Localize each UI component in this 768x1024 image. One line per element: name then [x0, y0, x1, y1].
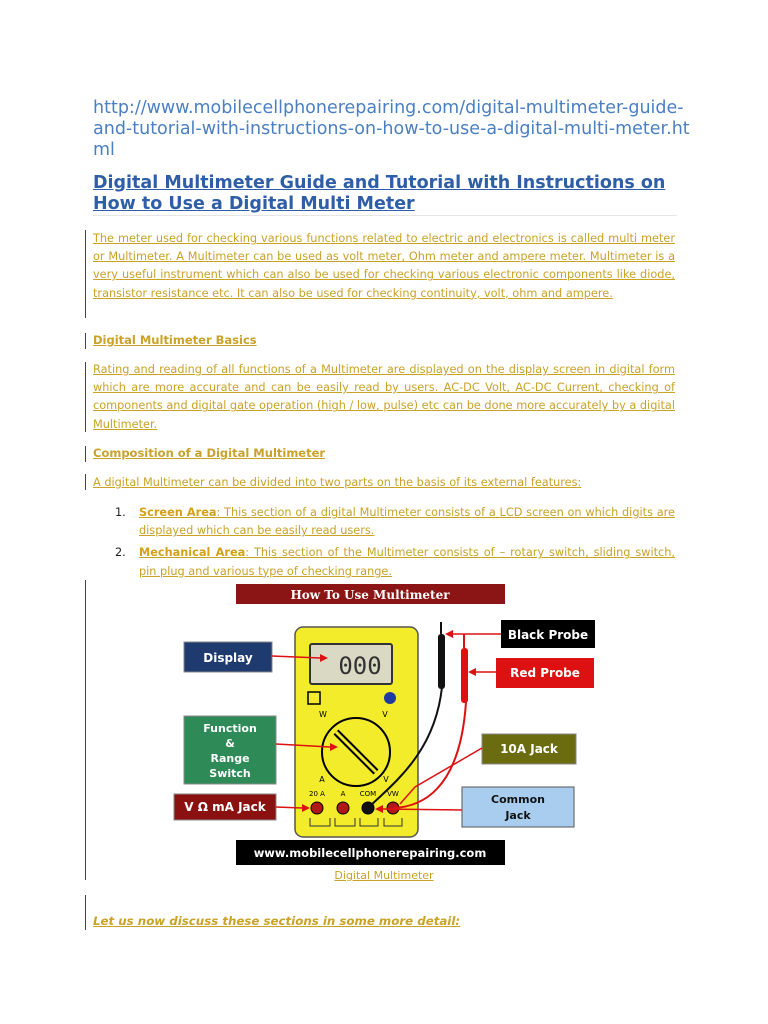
- list-item-text[interactable]: : This section of the Multimeter consists of – rotary switch, sliding switch, pin plug and various type of checking range.: [139, 546, 675, 578]
- function-label-4: Switch: [209, 767, 251, 780]
- figure-caption[interactable]: Digital Multimeter: [334, 869, 434, 882]
- list-item-label[interactable]: Screen Area: [139, 506, 217, 519]
- margin-bar: [85, 333, 86, 349]
- basics-heading[interactable]: Digital Multimeter Basics: [93, 333, 257, 347]
- function-label-3: Range: [210, 752, 250, 765]
- composition-list: [93, 504, 675, 581]
- list-item-text[interactable]: : This section of a digital Multimeter consists of a LCD screen on which digits are displayed which can be easily read users.: [139, 506, 675, 538]
- margin-bar: [85, 362, 86, 432]
- list-number: 2.: [115, 546, 126, 560]
- diagram-banner-text: How To Use Multimeter: [290, 588, 450, 602]
- dial-v-bottom-label: V: [383, 775, 389, 784]
- jack-com-label: COM: [359, 790, 377, 798]
- function-label-2: &: [225, 737, 235, 750]
- margin-bar: [85, 446, 86, 462]
- list-number: 1.: [115, 506, 126, 519]
- common-label-2: Jack: [505, 809, 531, 822]
- margin-bar: [85, 895, 86, 930]
- jack-10a-label: 10A Jack: [500, 742, 558, 756]
- list-item-label[interactable]: Mechanical Area: [139, 546, 246, 560]
- jack-vw-label: VW: [387, 790, 399, 798]
- composition-heading[interactable]: Composition of a Digital Multimeter: [93, 446, 326, 460]
- page-title[interactable]: Digital Multimeter Guide and Tutorial with Instructions on How to Use a Digital Multi Meter: [93, 173, 666, 214]
- jack-20a-label: 20 A: [309, 790, 325, 798]
- intro-paragraph[interactable]: The meter used for checking various functions related to electric and electronics is called multi meter or Multimeter. A Multimeter can be used as volt meter, Ohm meter and ampere meter. Multimeter is a very useful instrument which can also be used for checking various electronic components like diode, transistor resistance etc. It can also be used for checking continuity, volt, ohm and ampere.: [93, 232, 675, 300]
- title-divider: [93, 215, 677, 216]
- margin-bar: [85, 580, 86, 880]
- vma-label: V Ω mA Jack: [184, 800, 266, 814]
- margin-bar: [85, 474, 86, 490]
- lcd-digits: 000: [338, 652, 382, 680]
- list-item[interactable]: [93, 544, 675, 580]
- jack-20a: [311, 802, 323, 814]
- function-label-1: Function: [203, 722, 257, 735]
- hold-button: [384, 692, 396, 704]
- list-item[interactable]: [93, 504, 675, 540]
- red-probe-label: Red Probe: [510, 666, 580, 680]
- jack-a: [337, 802, 349, 814]
- red-probe-handle: [461, 648, 468, 703]
- black-probe-label: Black Probe: [507, 628, 589, 642]
- source-url[interactable]: http://www.mobilecellphonerepairing.com/digital-multimeter-guide-and-tutorial-with-instructions-on-how-to-use-a-digital-multi-meter.html: [93, 98, 690, 160]
- closing-line[interactable]: Let us now discuss these sections in some more detail:: [93, 914, 461, 928]
- composition-paragraph[interactable]: A digital Multimeter can be divided into two parts on the basis of its external features:: [93, 476, 582, 489]
- dial-a-label: A: [319, 775, 325, 784]
- dial-v-top-label: V: [382, 710, 388, 719]
- website-text: www.mobilecellphonerepairing.com: [253, 846, 487, 860]
- jack-a-label: A: [340, 790, 346, 798]
- power-button: [308, 692, 320, 704]
- common-label-1: Common: [491, 793, 545, 806]
- dial-w-label: W: [319, 710, 327, 719]
- black-probe-handle: [438, 634, 445, 689]
- basics-paragraph[interactable]: Rating and reading of all functions of a Multimeter are displayed on the display screen in digital form which are more accurate and can be easily read by users. AC-DC Volt, AC-DC Current, checking of components and digital gate operation (high / low, pulse) etc can be done more accurately by a digital Multimeter.: [93, 363, 675, 431]
- display-label: Display: [203, 651, 253, 665]
- margin-bar: [85, 230, 86, 318]
- multimeter-diagram: [170, 582, 600, 868]
